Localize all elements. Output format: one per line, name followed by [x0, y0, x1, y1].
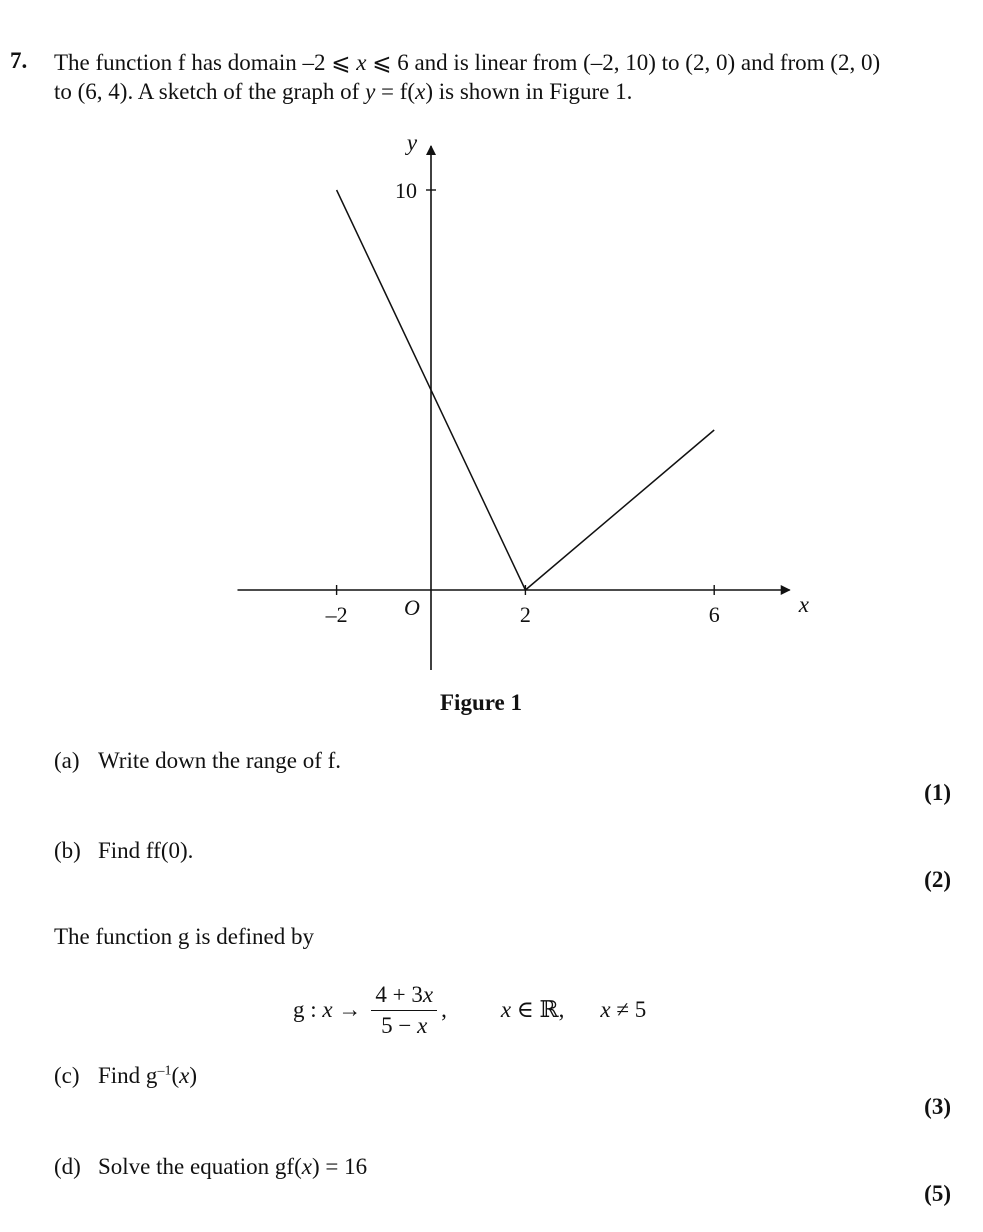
stem-line-1: The function f has domain –2 ⩽ x ⩽ 6 and is linear from (–2, 10) to (2, 0) and from (2, 0) — [54, 50, 881, 75]
x-tick-label-neg2: –2 — [325, 602, 348, 627]
g-exclusion-condition: x ≠ 5 — [600, 997, 647, 1022]
x-axis-label: x — [798, 592, 809, 617]
part-d-label: (d) — [54, 1154, 81, 1179]
origin-label: O — [404, 595, 420, 620]
g-intro-text: The function g is defined by — [54, 924, 314, 949]
part-b-marks: (2) — [924, 867, 951, 892]
figure-caption: Figure 1 — [440, 690, 522, 715]
axis-ticks — [337, 190, 715, 595]
part-b-label: (b) — [54, 838, 81, 863]
part-a — [54, 748, 341, 774]
g-domain-condition: x ∈ ℝ, — [500, 997, 565, 1022]
part-b-text: Find ff(0). — [98, 838, 194, 863]
part-d: (d) Solve the equation gf(x) = 16 — [54, 1154, 368, 1179]
part-c-label: (c) — [54, 1063, 80, 1088]
part-a-marks: (1) — [924, 780, 951, 805]
part-c: (c) Find $g^{-1}(x)$ — [54, 1063, 197, 1088]
part-d-marks: (5) — [924, 1181, 951, 1206]
part-b — [54, 838, 193, 864]
g-comma: , — [441, 997, 447, 1022]
part-c-marks: (3) — [924, 1094, 951, 1119]
g-numerator: 4 + 3x — [371, 982, 437, 1011]
y-axis-label: y — [406, 130, 418, 155]
g-fraction — [371, 982, 437, 1039]
stem-line-2: to (6, 4). A sketch of the graph of y = f(x) is shown in Figure 1. — [54, 79, 633, 104]
question-number: 7. — [10, 48, 28, 73]
part-a-text: Write down the range of f. — [98, 748, 342, 773]
part-a-label: (a) — [54, 748, 80, 773]
function-f-line — [337, 190, 715, 590]
x-tick-label-2: 2 — [519, 602, 531, 627]
g-lhs: g : x → — [293, 997, 362, 1022]
y-tick-label-10: 10 — [395, 178, 417, 203]
g-definition — [293, 978, 646, 1042]
x-tick-label-6: 6 — [708, 602, 720, 627]
g-denominator: 5 − x — [381, 1012, 428, 1038]
